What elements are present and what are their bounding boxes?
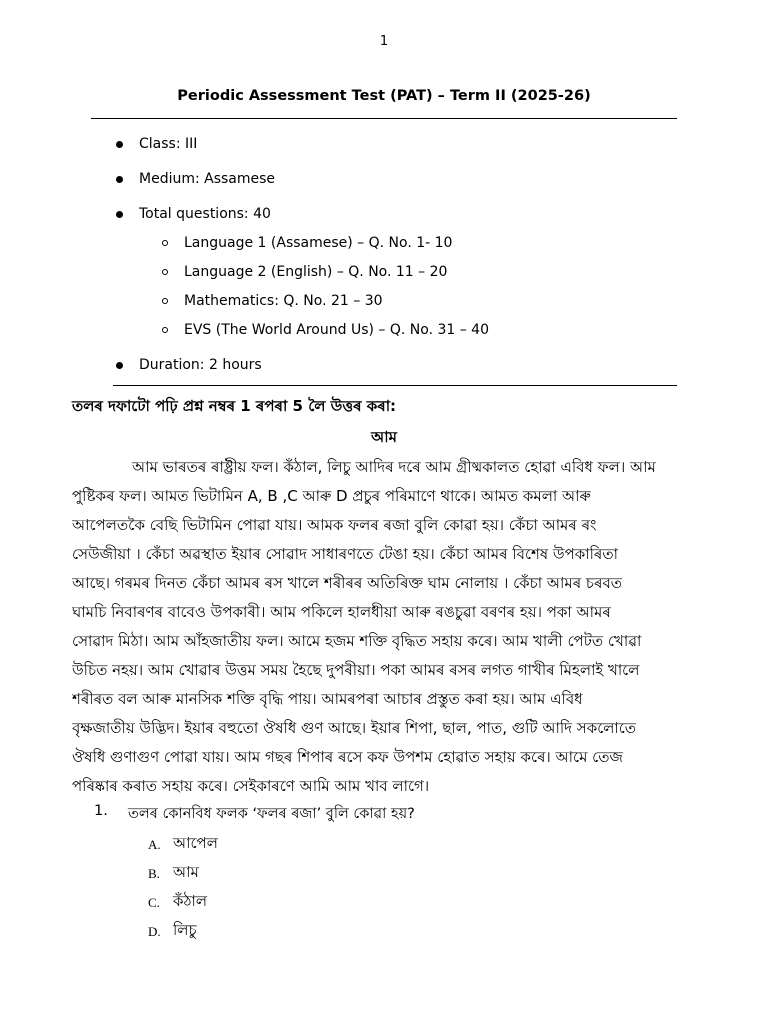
info-item-label: Class: III	[139, 136, 198, 152]
passage-line: উচিত নহয়। আম খোৱাৰ উত্তম সময় হৈছে দুপৰীয়া। পকা আমৰ ৰসৰ লগত গাখীৰ মিহলাই খালে	[72, 661, 640, 679]
bullet-icon	[116, 211, 123, 218]
passage-line: ঘামচি নিবাৰণৰ বাবেও উপকাৰী। আম পকিলে হালধীয়া আৰু ৰঙচুৱা বৰণৰ হয়। পকা আমৰ	[72, 603, 611, 621]
option-label: C.	[148, 894, 160, 910]
title-divider	[91, 118, 677, 119]
info-item-label: Duration: 2 hours	[139, 357, 262, 373]
option-d	[148, 919, 197, 944]
option-text: আপেল	[173, 834, 218, 852]
hollow-bullet-icon	[162, 269, 168, 275]
bullet-icon	[116, 176, 123, 183]
passage-line: বৃক্ষজাতীয় উদ্ভিদ। ইয়াৰ বহুতো ঔষধি গুণ আছে। ইয়াৰ শিপা, ছাল, পাত, গুটি আদি সকলোতে	[72, 719, 637, 737]
passage-line: সোৱাদ মিঠা। আম আঁহজাতীয় ফল। আমে হজম শক্তি বৃদ্ধিত সহায় কৰে। আম খালী পেটত খোৱা	[72, 632, 642, 650]
option-label: D.	[148, 923, 161, 939]
option-label: A.	[148, 836, 161, 852]
passage-line: পৰিষ্কাৰ কৰাত সহায় কৰে। সেইকাৰণে আমি আম খাব লাগে।	[72, 777, 430, 795]
document-title: Periodic Assessment Test (PAT) – Term II (2025-26)	[177, 88, 591, 104]
passage-title: আম	[371, 428, 397, 446]
option-text: লিচু	[173, 921, 197, 939]
question-text: তলৰ কোনবিধ ফলক ‘ফলৰ ৰজা’ বুলি কোৱা হয়?	[128, 806, 415, 822]
subject-label: Language 2 (English) – Q. No. 11 – 20	[184, 264, 448, 280]
passage	[72, 453, 689, 801]
hollow-bullet-icon	[162, 298, 168, 304]
option-c	[148, 890, 207, 915]
subject-label: Mathematics: Q. No. 21 – 30	[184, 293, 383, 309]
passage-line: শৰীৰত বল আৰু মানসিক শক্তি বৃদ্ধি পায়। আমৰপৰা আচাৰ প্ৰস্তুত কৰা হয়। আম এবিধ	[72, 690, 583, 708]
info-item-duration	[116, 357, 262, 373]
info-item-medium	[116, 171, 275, 187]
passage-line: আছে। গৰমৰ দিনত কেঁচা আমৰ ৰস খালে শৰীৰৰ অতিৰিক্ত ঘাম নোলায় । কেঁচা আমৰ চৰবত	[72, 574, 623, 592]
option-label: B.	[148, 865, 160, 881]
hollow-bullet-icon	[162, 240, 168, 246]
info-item-label: Total questions: 40	[139, 206, 271, 222]
passage-line: ঔষধি গুণাগুণ পোৱা যায়। আম গছৰ শিপাৰ ৰসে কফ উপশম হোৱাত সহায় কৰে। আমে তেজ	[72, 748, 623, 766]
subject-label: Language 1 (Assamese) – Q. No. 1- 10	[184, 235, 453, 251]
passage-line: আপেলতকৈ বেছি ভিটামিন পোৱা যায়। আমক ফলৰ ৰজা বুলি কোৱা হয়। কেঁচা আমৰ ৰং	[72, 516, 597, 534]
page-number: 1	[379, 34, 389, 49]
instruction-text: তলৰ দফাটো পঢ়ি প্ৰশ্ন নম্বৰ 1 ৰপৰা 5 লৈ উত্তৰ কৰা:	[72, 397, 397, 415]
subject-label: EVS (The World Around Us) – Q. No. 31 – 40	[184, 322, 489, 338]
subject-item	[162, 264, 447, 280]
option-text: কঁঠাল	[173, 892, 208, 910]
info-item-class	[116, 136, 197, 152]
bullet-icon	[116, 141, 123, 148]
info-item-total-questions	[116, 206, 271, 222]
passage-line: সেউজীয়া । কেঁচা অৱস্থাত ইয়াৰ সোৱাদ সাধাৰণতে টেঙা হয়। কেঁচা আমৰ বিশেষ উপকাৰিতা	[72, 545, 618, 563]
subject-item	[162, 293, 383, 309]
question-number: 1.	[94, 803, 108, 819]
info-item-label: Medium: Assamese	[139, 171, 276, 187]
passage-line: পুষ্টিকৰ ফল। আমত ভিটামিন A, B ,C আৰু D প্ৰচুৰ পৰিমাণে থাকে। আমত কমলা আৰু	[72, 487, 591, 505]
passage-line: আম ভাৰতৰ ৰাষ্ট্ৰীয় ফল। কঁঠাল, লিচু আদিৰ দৰে আম গ্ৰীষ্মকালত হোৱা এবিধ ফল। আম	[132, 458, 656, 476]
subject-item	[162, 235, 452, 251]
bullet-icon	[116, 362, 123, 369]
option-text: আম	[173, 863, 199, 881]
hollow-bullet-icon	[162, 327, 168, 333]
option-a	[148, 832, 218, 857]
subject-item	[162, 322, 489, 338]
option-b	[148, 861, 199, 886]
question-1	[94, 803, 415, 827]
info-divider	[113, 385, 677, 386]
